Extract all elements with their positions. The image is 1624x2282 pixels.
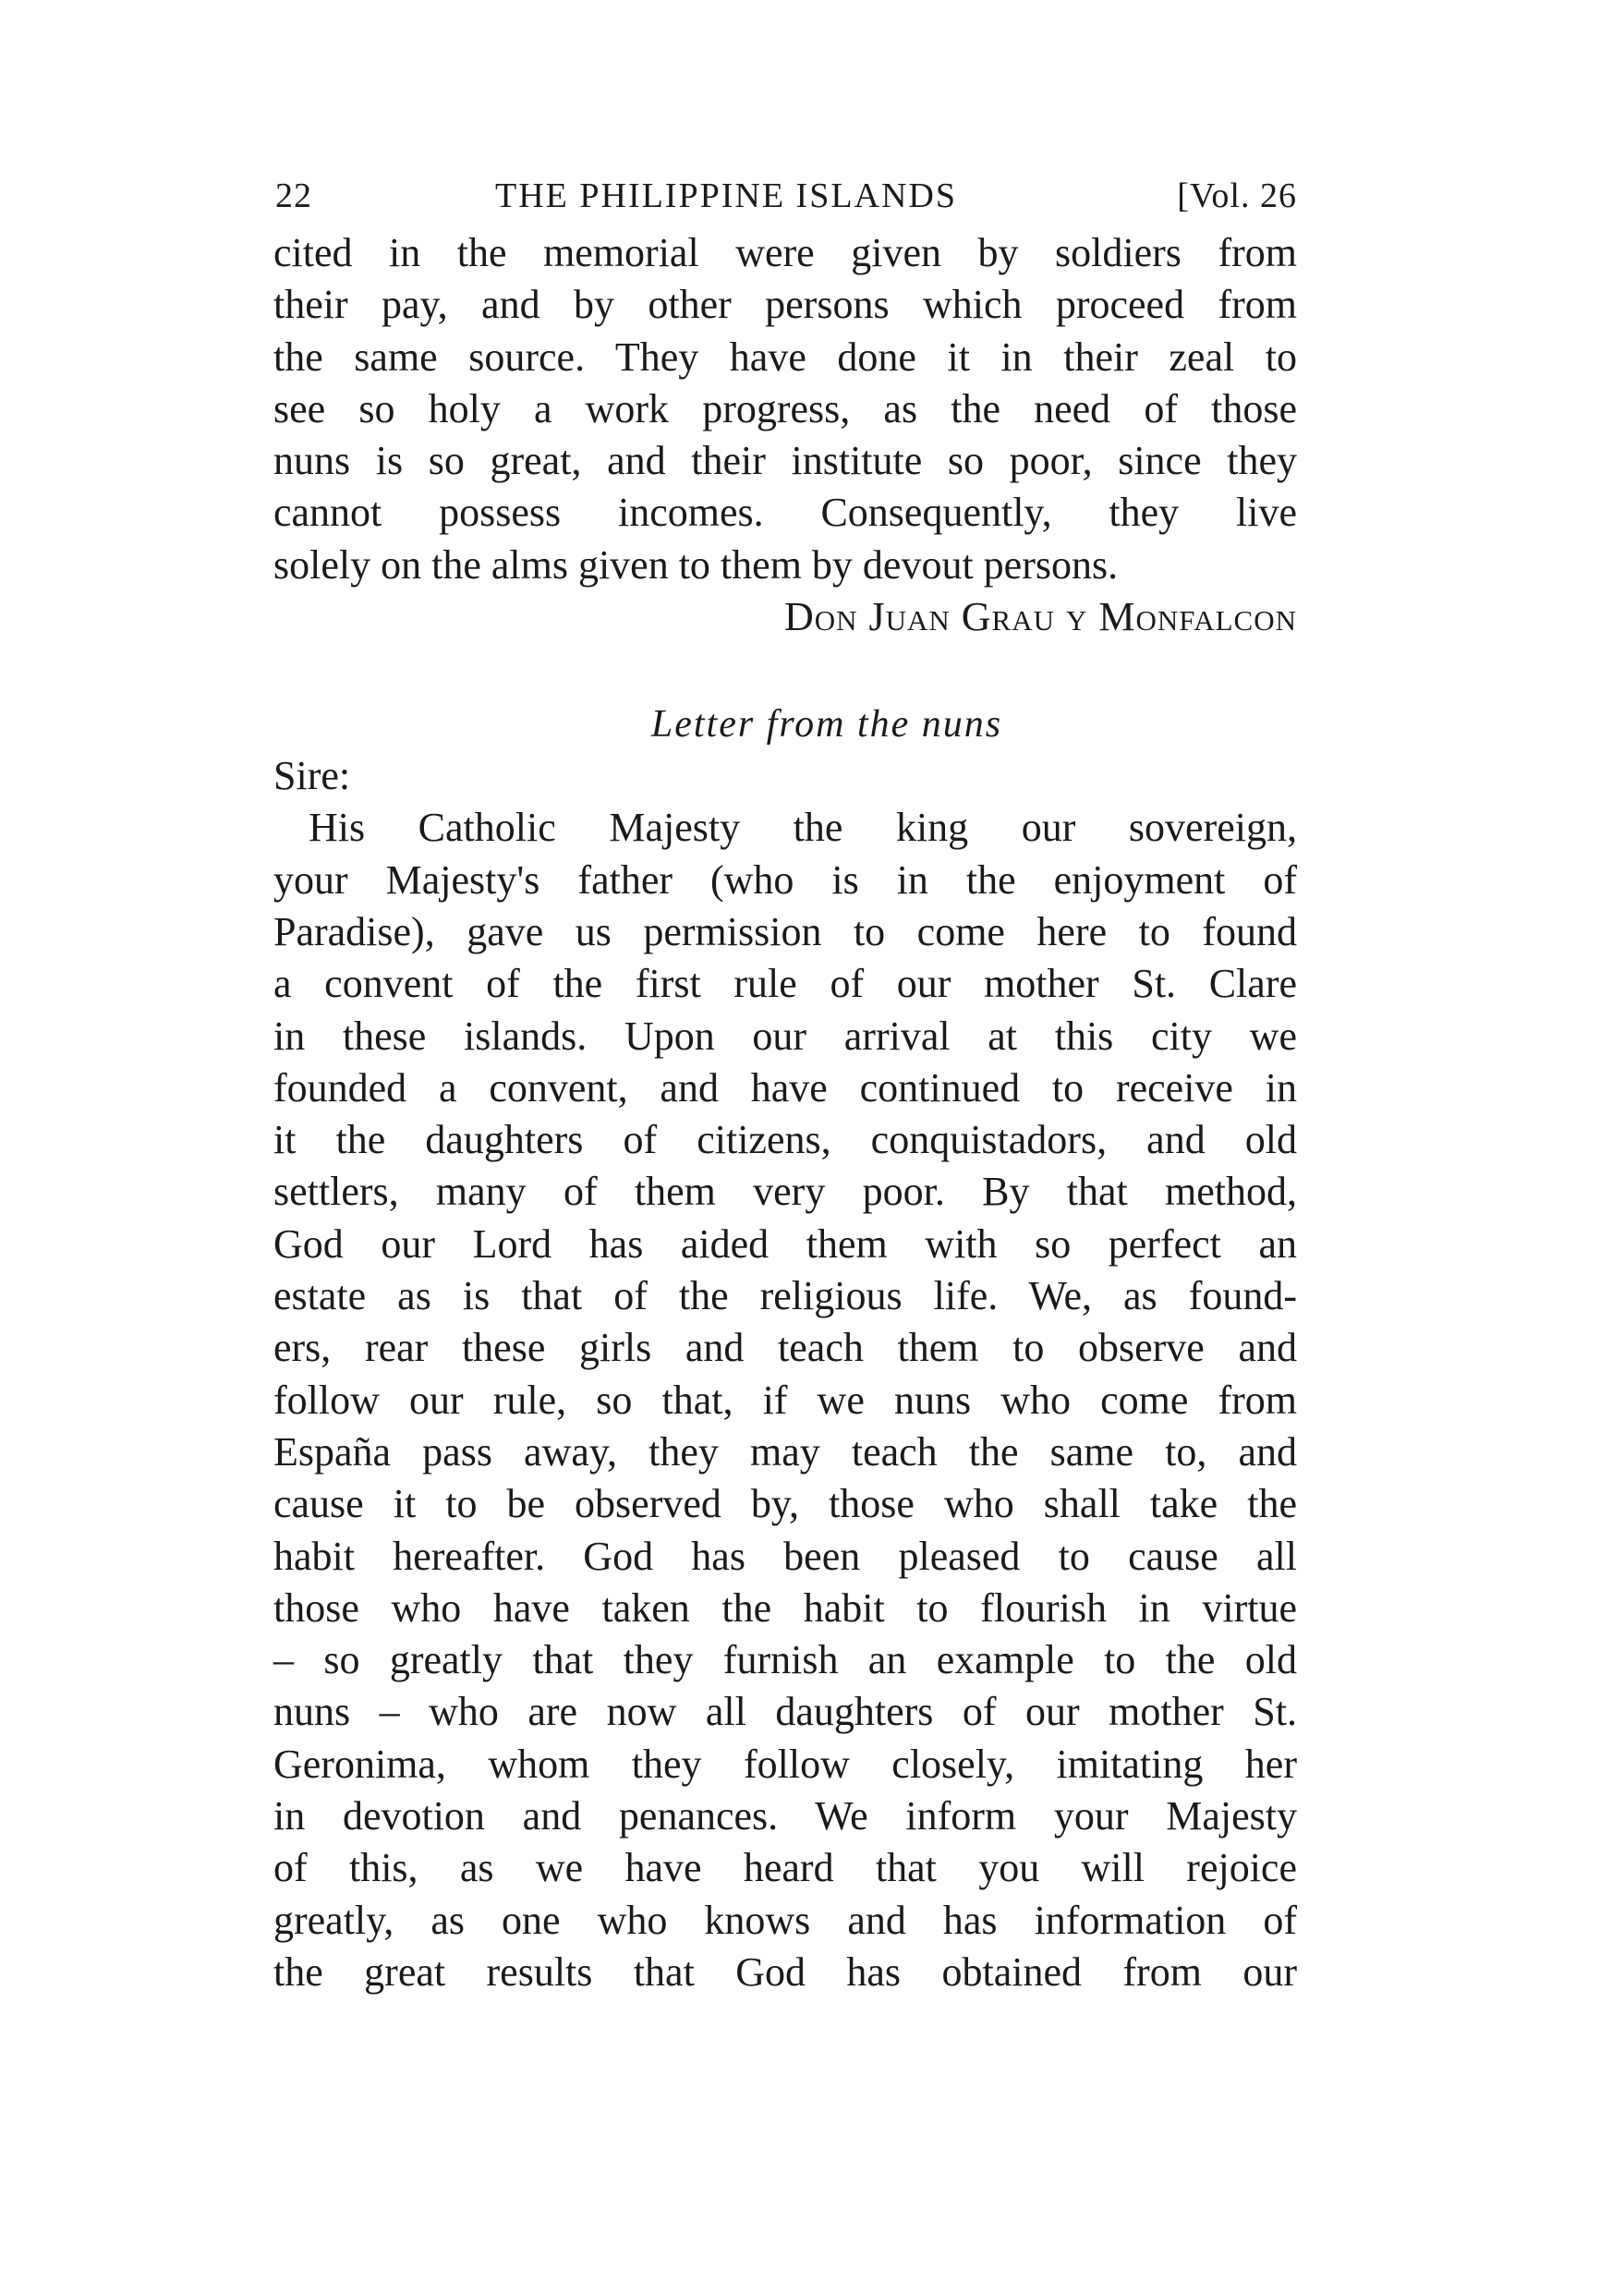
text-line: settlers, many of them very poor. By that method, xyxy=(273,1169,1297,1215)
text-line: – so greatly that they furnish an example to the old xyxy=(273,1637,1297,1683)
paragraph-letter xyxy=(273,802,1297,1998)
book-page xyxy=(273,176,1297,1998)
section-gap xyxy=(273,643,1297,698)
text-line: solely on the alms given to them by devout persons. xyxy=(273,541,1119,588)
text-line: cited in the memorial were given by soldiers from xyxy=(273,230,1297,275)
signature: Don Juan Grau y Monfalcon xyxy=(783,594,1297,640)
text-line: His Catholic Majesty the king our sovereign, xyxy=(309,805,1297,851)
paragraph-memorial xyxy=(273,227,1297,591)
text-line: the same source. They have done it in their zeal to xyxy=(273,334,1297,380)
text-line: cause it to be observed by, those who shall take the xyxy=(273,1481,1297,1527)
text-line: your Majesty's father (who is in the enjoyment of xyxy=(273,856,1297,903)
section-heading: Letter from the nuns xyxy=(650,703,1003,747)
text-line: greatly, as one who knows and has information of xyxy=(273,1897,1297,1943)
page-number: 22 xyxy=(275,176,312,215)
text-line: in these islands. Upon our arrival at this city we xyxy=(273,1013,1297,1059)
text-line: God our Lord has aided them with so perfect an xyxy=(273,1220,1297,1267)
text-line: Paradise), gave us permission to come here to found xyxy=(273,908,1297,954)
text-line: a convent of the first rule of our mother St. Clare xyxy=(273,961,1297,1007)
text-line: nuns – who are now all daughters of our mother St. xyxy=(273,1689,1297,1735)
text-line: founded a convent, and have continued to receive in xyxy=(273,1064,1297,1111)
book-title: THE PHILIPPINE ISLANDS xyxy=(495,176,957,215)
text-line: in devotion and penances. We inform your Majesty xyxy=(273,1793,1297,1839)
text-line: follow our rule, so that, if we nuns who come from xyxy=(273,1377,1297,1423)
volume-label: [Vol. 26 xyxy=(1177,176,1297,215)
text-line: their pay, and by other persons which proceed from xyxy=(273,282,1297,328)
text-line: of this, as we have heard that you will rejoice xyxy=(273,1845,1297,1891)
text-line: Geronima, whom they follow closely, imitating her xyxy=(273,1741,1297,1787)
text-line: see so holy a work progress, as the need of those xyxy=(273,385,1297,431)
text-line: estate as is that of the religious life. We, as found- xyxy=(273,1273,1297,1319)
text-line: the great results that God has obtained from our xyxy=(273,1948,1297,1995)
text-line: those who have taken the habit to flourish in virtue xyxy=(273,1584,1297,1631)
text-line: España pass away, they may teach the same to, and xyxy=(273,1428,1297,1475)
text-line: cannot possess incomes. Consequently, they live xyxy=(273,490,1297,536)
salutation: Sire: xyxy=(273,753,351,799)
text-line: it the daughters of citizens, conquistadors, and old xyxy=(273,1117,1297,1163)
text-line: nuns is so great, and their institute so poor, since they xyxy=(273,438,1297,484)
running-head xyxy=(273,176,1297,227)
text-line: habit hereafter. God has been pleased to cause all xyxy=(273,1533,1297,1579)
text-line: ers, rear these girls and teach them to observe and xyxy=(273,1325,1297,1371)
